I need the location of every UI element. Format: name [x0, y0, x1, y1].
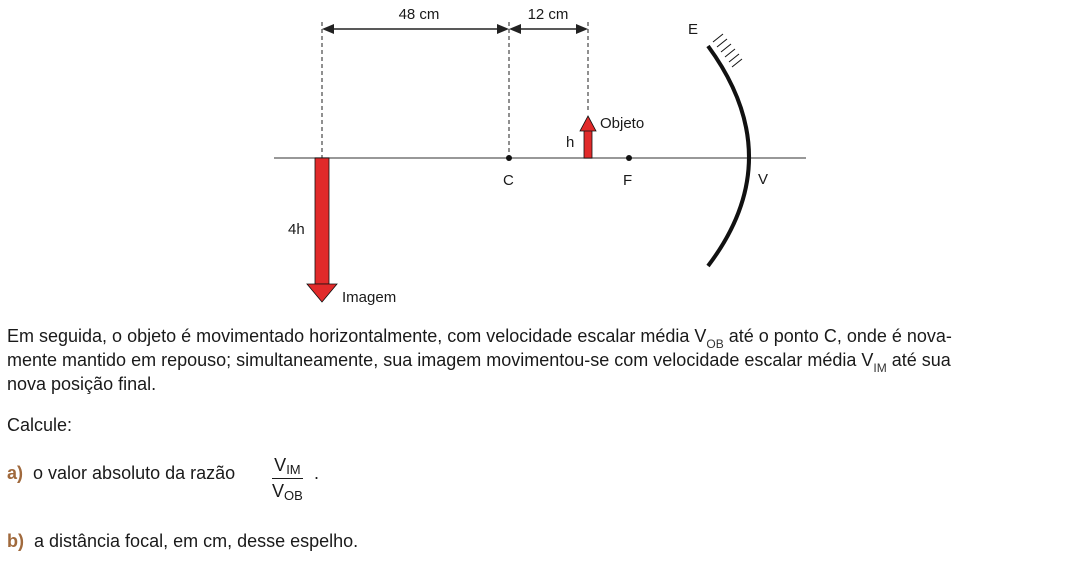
question-b	[7, 531, 358, 552]
dimension-12-label: 12 cm	[527, 6, 569, 23]
fraction-denominator: VOB	[272, 481, 303, 503]
center-point	[506, 155, 512, 161]
focus-point	[626, 155, 632, 161]
mirror-edge-label: E	[688, 21, 699, 38]
dimension-48-arrowhead-left	[322, 24, 334, 34]
image-label: Imagem	[342, 289, 397, 306]
question-a-letter: a)	[7, 463, 24, 483]
fraction-numerator: VIM	[272, 455, 303, 479]
statement-paragraph	[7, 325, 1068, 395]
question-a-period: .	[314, 463, 320, 483]
image-arrow	[307, 158, 337, 302]
center-label: C	[503, 172, 514, 189]
concave-mirror	[708, 46, 749, 266]
question-b-letter: b)	[7, 531, 24, 551]
statement-line-1: Em seguida, o objeto é movimentado horizontalmente, com velocidade escalar média $V_{OB}$ até o ponto C, onde é nova-	[7, 326, 952, 351]
vertex-label: V	[758, 171, 769, 188]
statement-line-3: nova posição final.	[7, 374, 157, 394]
question-a	[7, 463, 235, 484]
dimension-12-arrowhead-left	[509, 24, 521, 34]
velocity-ratio-fraction	[272, 455, 303, 502]
object-label: Objeto	[600, 115, 645, 132]
image-height-label: 4h	[288, 221, 305, 238]
dimension-48-label: 48 cm	[398, 6, 440, 23]
statement-line-2: mente mantido em repouso; simultaneamente, sua imagem movimentou-se com velocidade escalar média $V_{IM}$ até sua	[7, 350, 951, 375]
calcule-label: Calcule:	[7, 415, 73, 435]
question-a-text: o valor absoluto da razão	[33, 463, 236, 483]
dimension-12-arrowhead-right	[576, 24, 588, 34]
question-b-text: a distância focal, em cm, desse espelho.	[34, 531, 359, 551]
focus-label: F	[623, 172, 633, 189]
object-height-label: h	[566, 134, 575, 151]
object-arrow	[580, 116, 596, 158]
dimension-48-arrowhead-right	[497, 24, 509, 34]
